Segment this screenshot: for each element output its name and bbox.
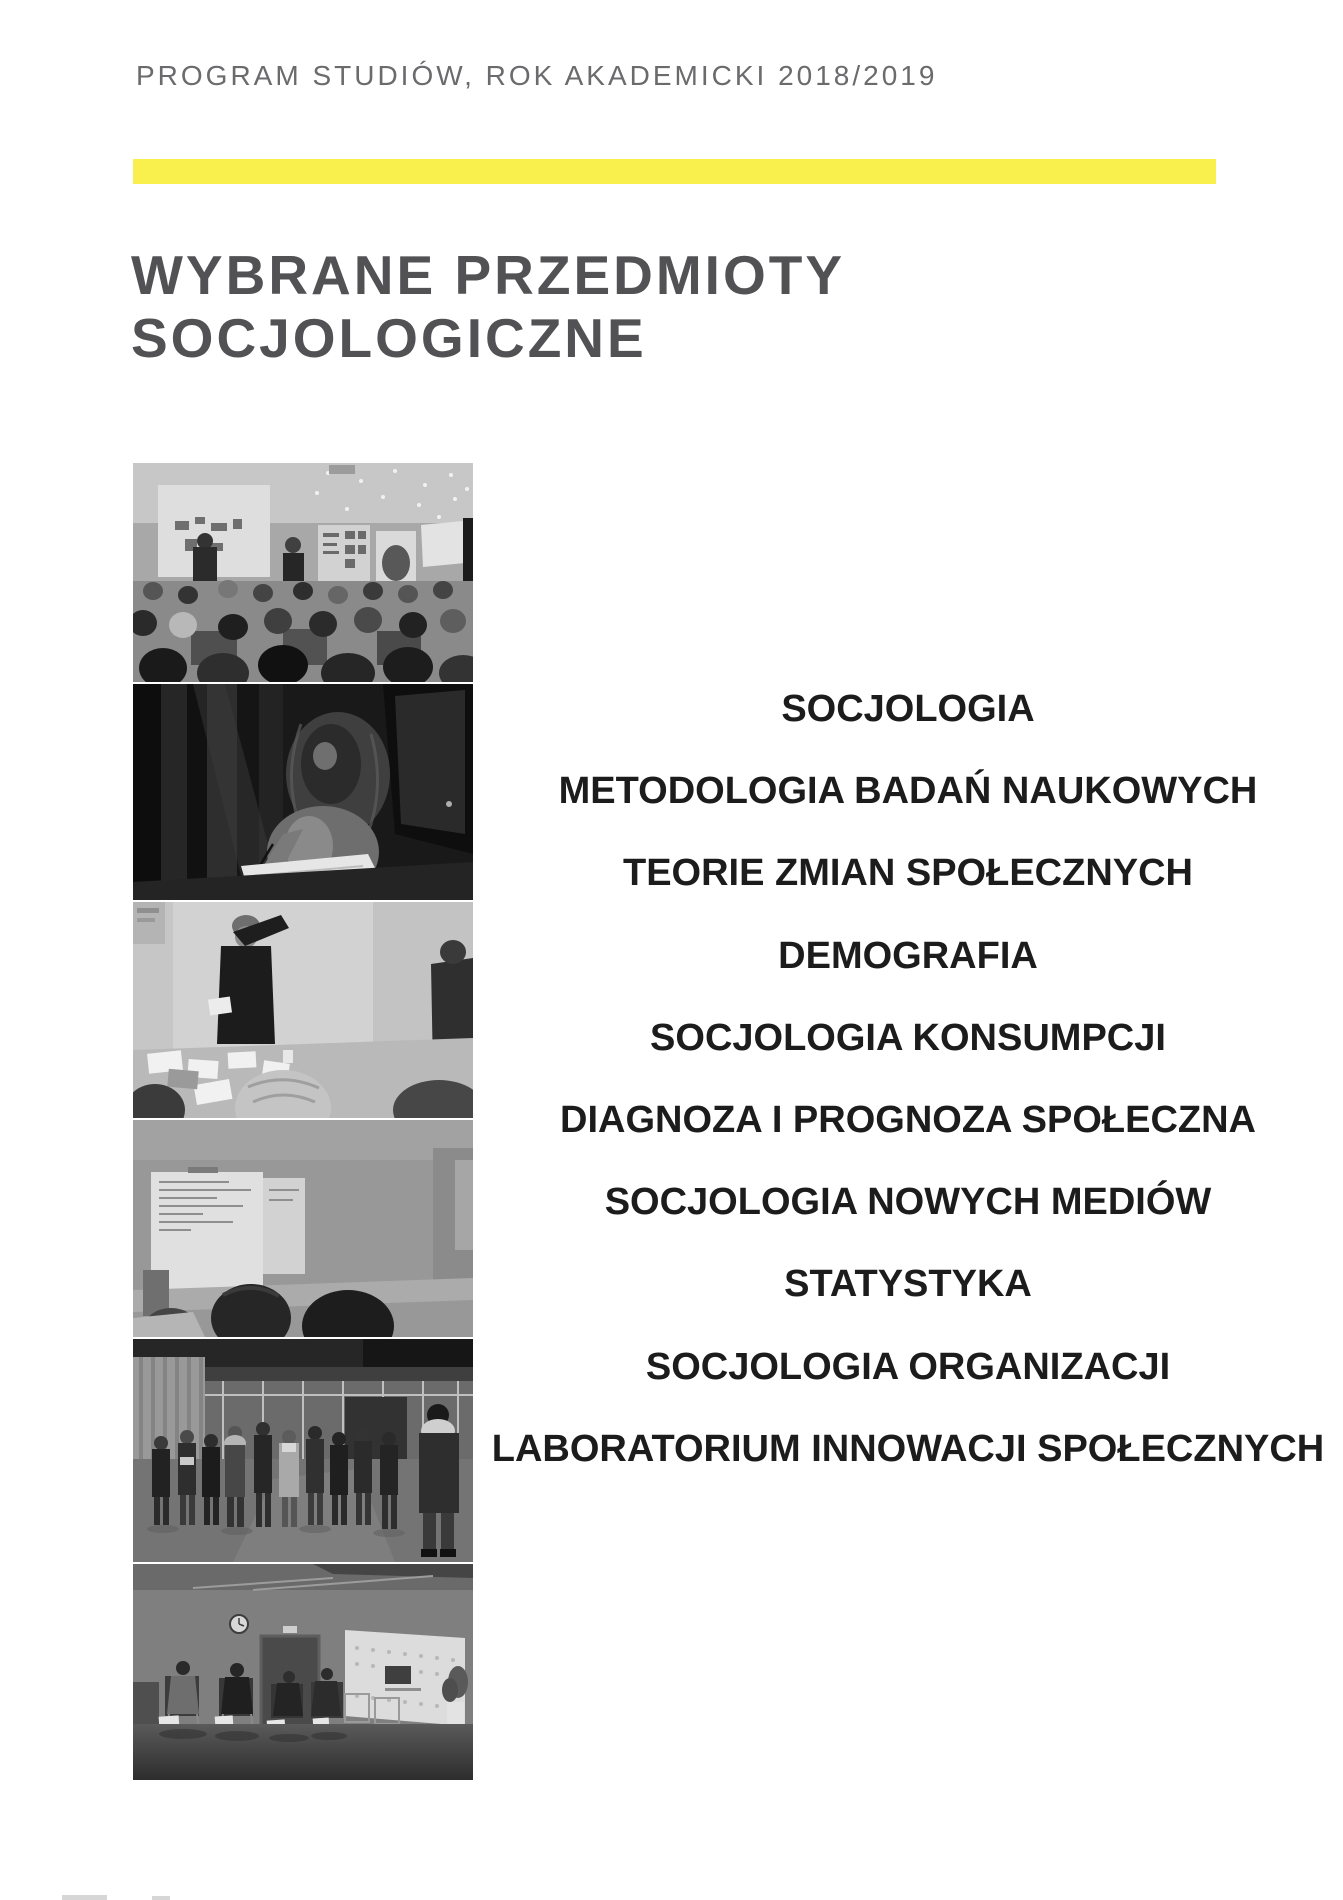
subject-item: STATYSTYKA xyxy=(784,1263,1032,1306)
subject-item: SOCJOLOGIA xyxy=(781,688,1035,730)
photo-student-writing xyxy=(133,684,473,900)
photo-panel-discussion xyxy=(133,1564,473,1780)
photo-workshop-classroom xyxy=(133,1120,473,1337)
subject-item: LABORATORIUM INNOWACJI SPOŁECZNYCH xyxy=(491,1427,1325,1470)
page-kicker: PROGRAM STUDIÓW, ROK AKADEMICKI 2018/2019 xyxy=(136,60,938,91)
subject-item: DIAGNOZA I PROGNOZA SPOŁECZNA xyxy=(560,1099,1256,1142)
subject-list xyxy=(473,668,1343,1490)
page-title-line1: WYBRANE PRZEDMIOTY xyxy=(131,244,845,306)
photo-man-presenting xyxy=(133,902,473,1118)
photo-conference-hall xyxy=(133,463,473,682)
page-title-line2: SOCJOLOGICZNE xyxy=(131,307,647,369)
photo-students-lobby xyxy=(133,1339,473,1562)
subject-item: SOCJOLOGIA KONSUMPCJI xyxy=(650,1016,1166,1059)
yellow-accent-bar xyxy=(133,159,1216,184)
bottom-edge-smudge xyxy=(62,1895,107,1900)
bottom-edge-smudge xyxy=(152,1896,170,1900)
subject-item: SOCJOLOGIA ORGANIZACJI xyxy=(645,1345,1171,1388)
subject-item: TEORIE ZMIAN SPOŁECZNYCH xyxy=(622,852,1194,895)
subject-item: DEMOGRAFIA xyxy=(778,934,1038,977)
subject-item: METODOLOGIA BADAŃ NAUKOWYCH xyxy=(558,770,1258,813)
subject-item: SOCJOLOGIA NOWYCH MEDIÓW xyxy=(604,1181,1212,1224)
page-title xyxy=(131,244,845,370)
